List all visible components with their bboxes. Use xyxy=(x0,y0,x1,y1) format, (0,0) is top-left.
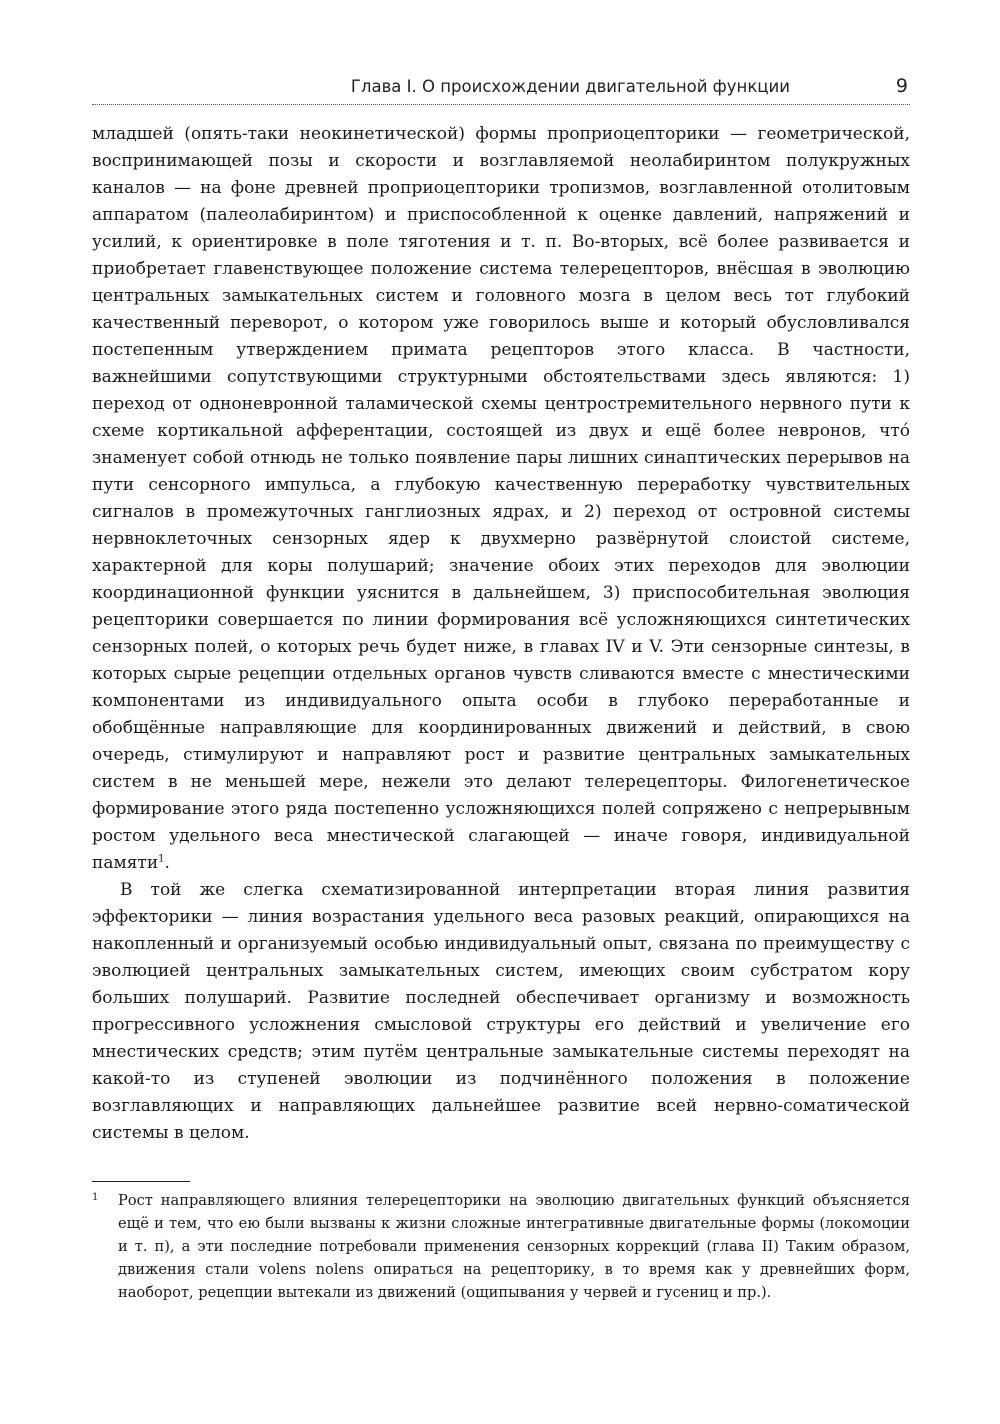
footnote xyxy=(92,1189,910,1304)
paragraph-text: В той же слегка схематизированной интерпретации вторая линия развития эффекторики — линия возрастания удельного веса разовых реакций, опирающихся на накопленный и организуемый особью индивидуальный опыт, связана по преимуществу с эволюцией центральных замыкательных систем, имеющих своим субстратом кору больших полушарий. Развитие последней обеспечивает организму и возможность прогрессивного усложнения смысловой структуры его действий и увеличение его мнестических средств; этим путём центральные замыкательные системы переходят на какой-то из ступеней эволюции из подчинённого положения в положение возглавляющих и направляющих дальнейшее развитие всей нервно-соматической системы в целом. xyxy=(92,880,910,1143)
paragraph xyxy=(92,877,910,1147)
page-number: 9 xyxy=(895,75,908,97)
paragraph xyxy=(92,121,910,877)
paragraph-text: младшей (опять-таки неокинетической) формы проприоцепторики — геометрической, воспринимающей позы и скорости и возглавляемой неолабиринтом полукружных каналов — на фоне древней проприоцепторики тропизмов, возглавленной отолитовым аппаратом (палеолабиринтом) и приспособленной к оценке давлений, напряжений и усилий, к ориентировке в поле тяготения и т. п. Во-вторых, всё более развивается и приобретает главенствующее положение система телерецепторов, внёсшая в эволюцию центральных замыкательных систем и головного мозга в целом весь тот глубокий качественный переворот, о котором уже говорилось выше и который обусловливался постепенным утверждением примата рецепторов этого класса. В частности, важнейшими сопутствующими структурными обстоятельствами здесь являются: 1) переход от одноневронной таламической схемы центростремительного нервного пути к схеме кортикальной афферентации, состоящей из двух и ещё более невронов, что́ знаменует собой отнюдь не только появление пары лишних синаптических перерывов на пути сенсорного импульса, а глубокую качественную переработку чувствительных сигналов в промежуточных ганглиозных ядрах, и 2) переход от островной системы нервноклеточных сензорных ядер к двухмерно развёрнутой слоистой системе, характерной для коры полушарий; значение обоих этих переходов для эволюции координационной функции уяснится в дальнейшем, 3) приспособительная эволюция рецепторики совершается по линии формирования всё усложняющихся синтетических сензорных полей, о которых речь будет ниже, в главах IV и V. Эти сензорные синтезы, в которых сырые рецепции отдельных органов чувств сливаются вместе с мнестическими компонентами из индивидуального опыта особи в глубоко переработанные и обобщённые направляющие для координированных движений и действий, в свою очередь, стимулируют и направляют рост и развитие центральных замыкательных систем в не меньшей мере, нежели это делают телерецепторы. Филогенетическое формирование этого ряда постепенно усложняющихся полей сопряжено с непрерывным ростом удельного веса мнестической слагающей — иначе говоря, индивидуальной памяти xyxy=(92,124,910,873)
footnote-separator xyxy=(92,1181,190,1182)
running-header xyxy=(92,75,910,103)
footnote-reference[interactable]: 1 xyxy=(158,853,165,865)
footnote-number: 1 xyxy=(92,1192,99,1203)
main-text xyxy=(92,121,910,1147)
header-dotted-rule xyxy=(92,104,910,105)
paragraph-end: . xyxy=(164,853,170,873)
chapter-title: Глава I. О происхождении двигательной функции xyxy=(350,77,790,96)
footnote-text: Рост направляющего влияния телерецепторики на эволюцию двигательных функций объясняется ещё и тем, что ею были вызваны к жизни сложные интегративные двигательные формы (локомоции и т. п), а эти последние потребовали применения сензорных коррекций (глава II) Таким образом, движения стали volens nolens опираться на рецепторику, в то время как у древнейших форм, наоборот, рецепции вытекали из движений (ощипывания у червей и гусениц и пр.). xyxy=(118,1192,910,1301)
